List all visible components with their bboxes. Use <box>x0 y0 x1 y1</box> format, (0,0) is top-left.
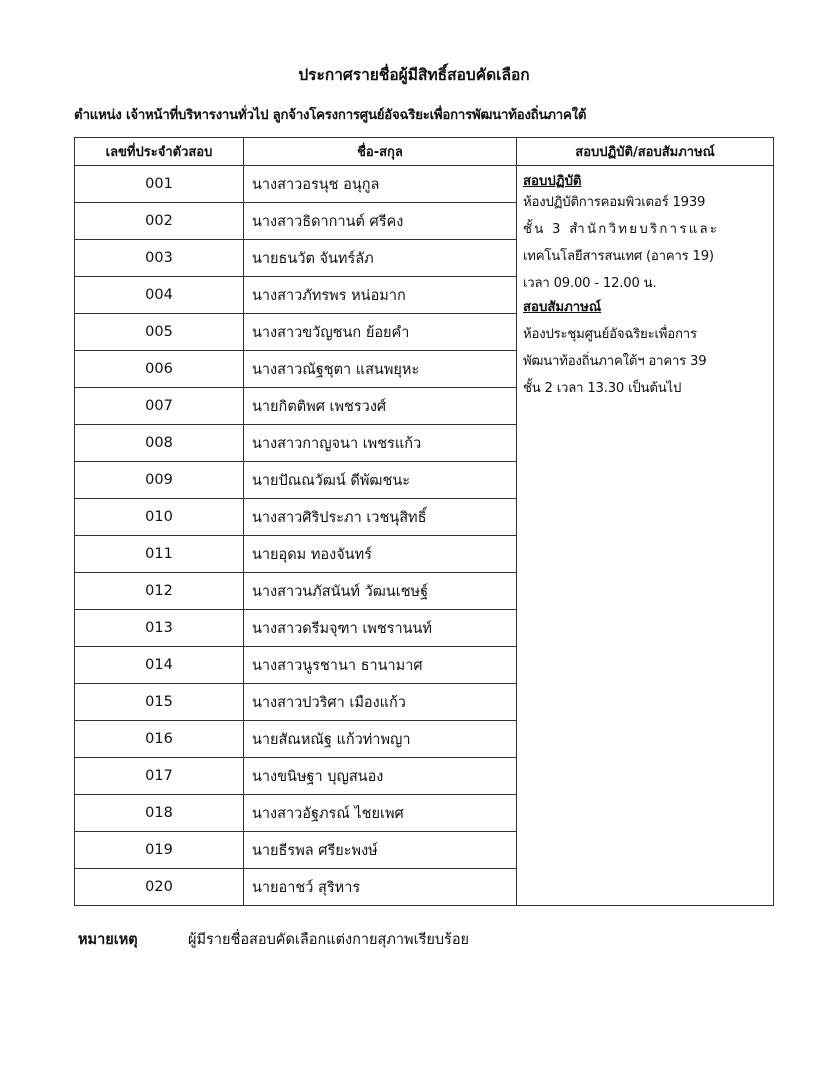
interview-line: ห้องประชุมศูนย์อัจฉริยะเพื่อการ <box>523 327 697 342</box>
candidate-name: นายอาชว์ สุริหาร <box>244 869 517 906</box>
exam-number: 005 <box>75 314 244 351</box>
table-row <box>75 166 774 203</box>
exam-number: 020 <box>75 869 244 906</box>
remark <box>78 928 469 951</box>
candidate-name: นางสาวอรนุช อนุกูล <box>244 166 517 203</box>
interview-line: พัฒนาท้องถิ่นภาคใต้ฯ อาคาร 39 <box>523 354 707 369</box>
exam-number: 019 <box>75 832 244 869</box>
exam-number: 018 <box>75 795 244 832</box>
candidate-name: นางสาวอัฐภรณ์ ไชยเพศ <box>244 795 517 832</box>
interview-heading: สอบสัมภาษณ์ <box>523 300 602 315</box>
exam-number: 011 <box>75 536 244 573</box>
exam-number: 009 <box>75 462 244 499</box>
exam-number: 015 <box>75 684 244 721</box>
candidate-table <box>74 137 774 906</box>
candidate-name: นางสาวนูรชานา ธานามาศ <box>244 647 517 684</box>
practical-exam-line: เทคโนโลยีสารสนเทศ (อาคาร 19) <box>523 249 714 264</box>
exam-number: 002 <box>75 203 244 240</box>
exam-number: 006 <box>75 351 244 388</box>
exam-number: 012 <box>75 573 244 610</box>
candidate-name: นายธีรพล ศรียะพงษ์ <box>244 832 517 869</box>
candidate-name: นายธนวัต จันทร์ลัภ <box>244 240 517 277</box>
exam-number: 001 <box>75 166 244 203</box>
candidate-name: นางสาวนภัสนันท์ วัฒนเชษฐ์ <box>244 573 517 610</box>
candidate-name: นางสาวปวริศา เมืองแก้ว <box>244 684 517 721</box>
exam-number: 004 <box>75 277 244 314</box>
exam-number: 008 <box>75 425 244 462</box>
candidate-name: นางสาวธิดากานต์ ศรีคง <box>244 203 517 240</box>
header-exam-details: สอบปฏิบัติ/สอบสัมภาษณ์ <box>517 138 774 166</box>
candidate-name: นางสาวศิริประภา เวชนุสิทธิ์ <box>244 499 517 536</box>
candidate-name: นายกิตติพศ เพชรวงศ์ <box>244 388 517 425</box>
exam-number: 016 <box>75 721 244 758</box>
practical-exam-line: ห้องปฏิบัติการคอมพิวเตอร์ 1939 <box>523 195 706 210</box>
practical-exam-line: เวลา 09.00 - 12.00 น. <box>523 276 657 291</box>
candidate-name: นางสาวณัฐชุตา แสนพยุหะ <box>244 351 517 388</box>
practical-exam-heading: สอบปฏิบัติ <box>523 174 582 189</box>
exam-number: 003 <box>75 240 244 277</box>
exam-number: 014 <box>75 647 244 684</box>
practical-exam-line: ชั้น 3 สำนักวิทยบริการและ <box>523 222 720 237</box>
remark-label: หมายเหตุ <box>78 932 138 948</box>
candidate-name: นางสาวกาญจนา เพชรแก้ว <box>244 425 517 462</box>
exam-number: 017 <box>75 758 244 795</box>
candidate-name: นางขนิษฐา บุญสนอง <box>244 758 517 795</box>
exam-details-cell <box>517 166 774 906</box>
position-subtitle: ตำแหน่ง เจ้าหน้าที่บริหารงานทั่วไป ลูกจ้างโครงการศูนย์อัจฉริยะเพื่อการพัฒนาท้องถิ่นภาคใต้ <box>74 108 587 123</box>
exam-number: 007 <box>75 388 244 425</box>
interview-line: ชั้น 2 เวลา 13.30 เป็นต้นไป <box>523 381 682 396</box>
candidate-name: นายปัณณวัฒน์ ดีพัฒชนะ <box>244 462 517 499</box>
candidate-name: นางสาวดรีมจุฑา เพชรานนท์ <box>244 610 517 647</box>
exam-number: 010 <box>75 499 244 536</box>
table-header-row <box>75 138 774 166</box>
candidate-name: นายสัณหณัฐ แก้วท่าพญา <box>244 721 517 758</box>
page-title: ประกาศรายชื่อผู้มีสิทธิ์สอบคัดเลือก <box>298 66 530 84</box>
header-full-name: ชื่อ-สกุล <box>244 138 517 166</box>
header-exam-number: เลขที่ประจำตัวสอบ <box>75 138 244 166</box>
remark-text: ผู้มีรายชื่อสอบคัดเลือกแต่งกายสุภาพเรียบร้อย <box>188 932 470 948</box>
candidate-name: นางสาวภัทรพร หน่อมาก <box>244 277 517 314</box>
candidate-name: นายอุดม ทองจันทร์ <box>244 536 517 573</box>
exam-number: 013 <box>75 610 244 647</box>
candidate-name: นางสาวขวัญชนก ย้อยคำ <box>244 314 517 351</box>
